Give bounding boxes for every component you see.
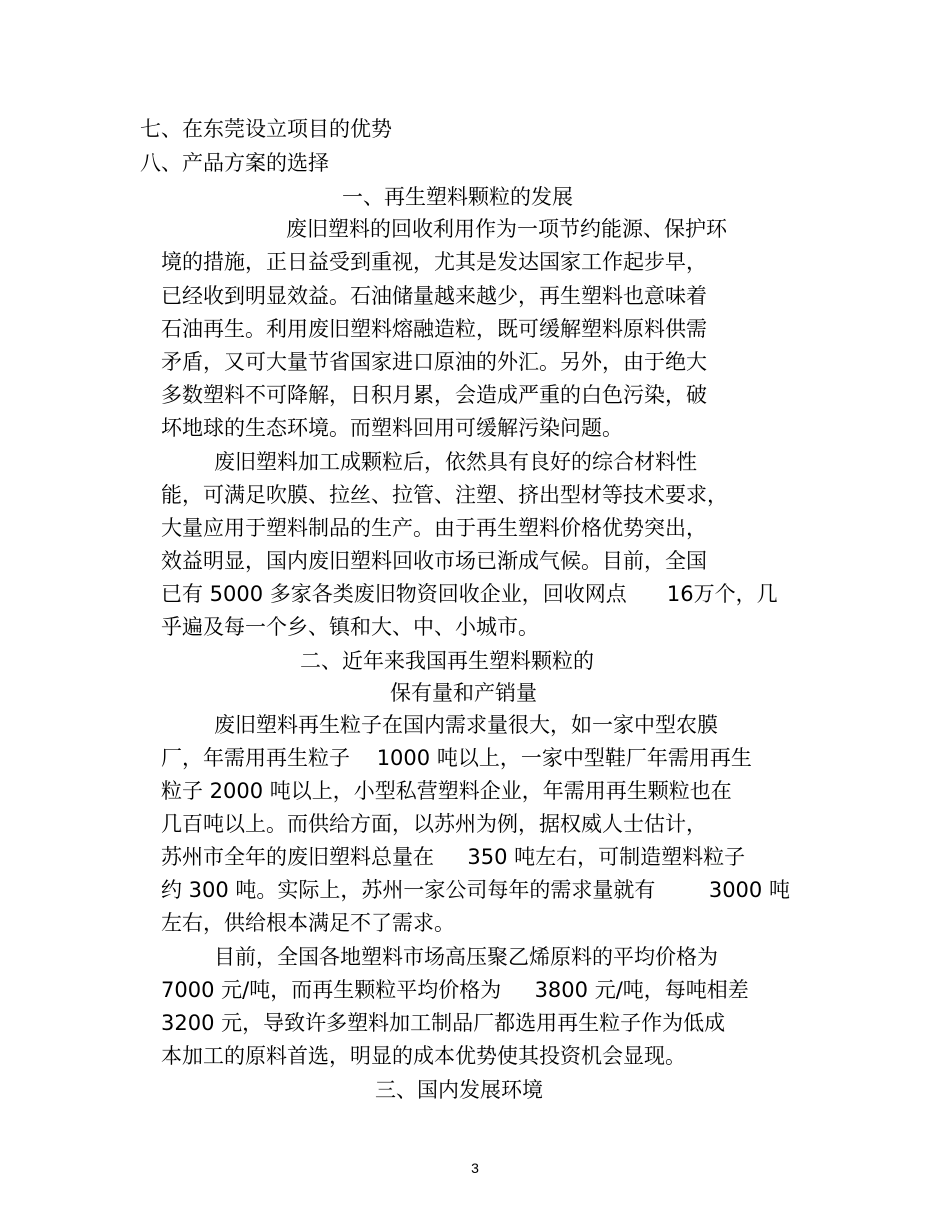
paragraph-line: 废旧塑料的回收利用作为一项节约能源、保护环 xyxy=(286,217,727,241)
paragraph-line: 左右，供给根本满足不了需求。 xyxy=(161,911,455,935)
paragraph-line: 乎遍及每一个乡、镇和大、中、小城市。 xyxy=(161,615,539,639)
paragraph-line: 厂，年需用再生粒子 1000 吨以上，一家中型鞋厂年需用再生 xyxy=(161,746,752,770)
paragraph-line: 废旧塑料加工成颗粒后，依然具有良好的综合材料性 xyxy=(214,450,697,474)
paragraph-line: 粒子 2000 吨以上，小型私营塑料企业，年需用再生颗粒也在 xyxy=(161,779,732,803)
paragraph-line: 苏州市全年的废旧塑料总量在 350 吨左右，可制造塑料粒子 xyxy=(161,845,746,869)
paragraph-line: 废旧塑料再生粒子在国内需求量很大，如一家中型农膜 xyxy=(214,713,718,737)
paragraph-line: 目前，全国各地塑料市场高压聚乙烯原料的平均价格为 xyxy=(214,945,718,969)
paragraph-line: 约 300 吨。实际上，苏州一家公司每年的需求量就有 3000 吨 xyxy=(161,878,790,902)
page-number: 3 xyxy=(471,1160,479,1176)
paragraph-line: 效益明显，国内废旧塑料回收市场已渐成气候。目前，全国 xyxy=(161,549,707,573)
section-heading-3: 三、国内发展环境 xyxy=(375,1078,543,1102)
paragraph-line: 已有 5000 多家各类废旧物资回收企业，回收网点 16万个，几 xyxy=(161,582,778,606)
paragraph-line: 坏地球的生态环境。而塑料回用可缓解污染问题。 xyxy=(161,416,623,440)
section-heading-2: 二、近年来我国再生塑料颗粒的 xyxy=(300,649,594,673)
paragraph-line: 能，可满足吹膜、拉丝、拉管、注塑、挤出型材等技术要求， xyxy=(161,483,728,507)
paragraph-line: 7000 元/吨，而再生颗粒平均价格为 3800 元/吨，每吨相差 xyxy=(161,978,749,1002)
paragraph-line: 3200 元，导致许多塑料加工制品厂都选用再生粒子作为低成 xyxy=(161,1011,726,1035)
paragraph-line: 境的措施，正日益受到重视，尤其是发达国家工作起步早， xyxy=(161,250,707,274)
paragraph-line: 已经收到明显效益。石油储量越来越少，再生塑料也意味着 xyxy=(161,284,707,308)
section-heading-2-cont: 保有量和产销量 xyxy=(390,681,537,705)
paragraph-line: 矛盾，又可大量节省国家进口原油的外汇。另外，由于绝大 xyxy=(161,350,707,374)
paragraph-line: 几百吨以上。而供给方面，以苏州为例，据权威人士估计， xyxy=(161,812,707,836)
paragraph-line: 大量应用于塑料制品的生产。由于再生塑料价格优势突出， xyxy=(161,516,707,540)
section-heading-1: 一、再生塑料颗粒的发展 xyxy=(342,185,573,209)
paragraph-line: 多数塑料不可降解，日积月累，会造成严重的白色污染，破 xyxy=(161,383,707,407)
paragraph-line: 本加工的原料首选，明显的成本优势使其投资机会显现。 xyxy=(161,1044,686,1068)
toc-item-8: 八、产品方案的选择 xyxy=(140,151,329,175)
paragraph-line: 石油再生。利用废旧塑料熔融造粒，既可缓解塑料原料供需 xyxy=(161,317,707,341)
toc-item-7: 七、在东莞设立项目的优势 xyxy=(140,117,392,141)
